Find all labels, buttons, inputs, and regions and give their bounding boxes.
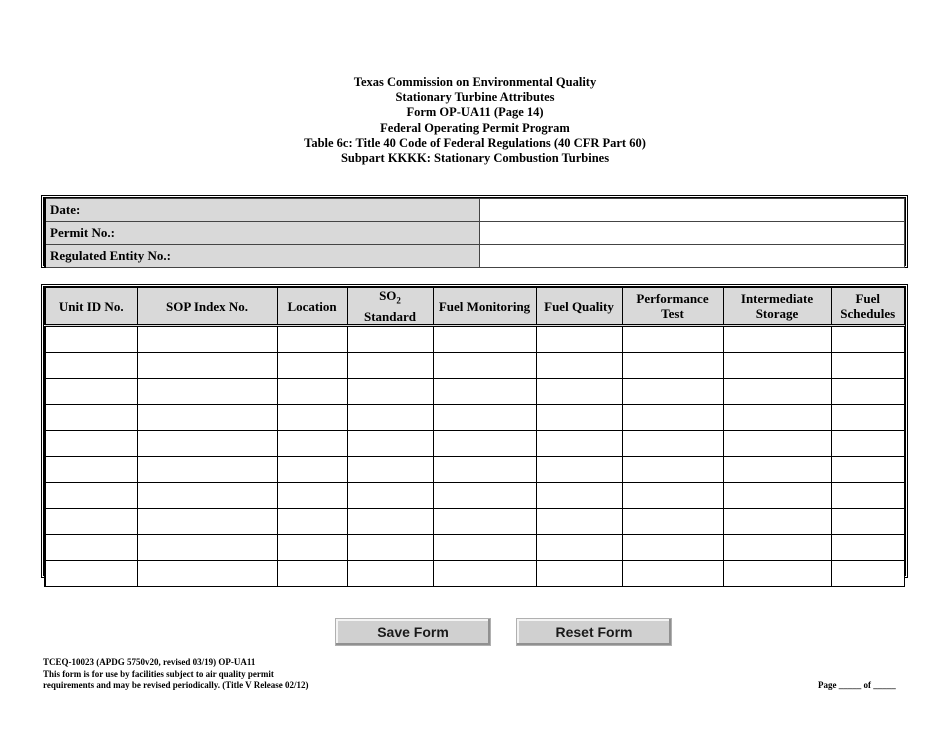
cell-unit-id[interactable] bbox=[45, 379, 137, 405]
cell-performance-test[interactable] bbox=[622, 509, 723, 535]
cell-fuel-schedules[interactable] bbox=[831, 561, 905, 587]
cell-unit-id[interactable] bbox=[45, 326, 137, 353]
cell-intermediate-storage[interactable] bbox=[723, 483, 831, 509]
table-row bbox=[45, 326, 905, 353]
permit-field[interactable] bbox=[480, 222, 905, 245]
cell-fuel-monitoring[interactable] bbox=[433, 457, 536, 483]
entity-field[interactable] bbox=[480, 245, 905, 268]
cell-sop-index[interactable] bbox=[137, 509, 277, 535]
cell-location[interactable] bbox=[277, 561, 347, 587]
cell-fuel-schedules[interactable] bbox=[831, 379, 905, 405]
cell-performance-test[interactable] bbox=[622, 405, 723, 431]
cell-fuel-monitoring[interactable] bbox=[433, 379, 536, 405]
cell-fuel-quality[interactable] bbox=[536, 483, 622, 509]
turbine-table bbox=[41, 284, 908, 578]
cell-fuel-schedules[interactable] bbox=[831, 535, 905, 561]
col-fuel-quality: Fuel Quality bbox=[536, 288, 622, 326]
cell-sop-index[interactable] bbox=[137, 561, 277, 587]
cell-location[interactable] bbox=[277, 509, 347, 535]
cell-unit-id[interactable] bbox=[45, 431, 137, 457]
cell-location[interactable] bbox=[277, 326, 347, 353]
table-body bbox=[45, 326, 905, 587]
cell-intermediate-storage[interactable] bbox=[723, 405, 831, 431]
cell-sop-index[interactable] bbox=[137, 353, 277, 379]
form-usage-note: This form is for use by facilities subject to air quality permit bbox=[43, 668, 274, 679]
cell-intermediate-storage[interactable] bbox=[723, 457, 831, 483]
cell-fuel-schedules[interactable] bbox=[831, 457, 905, 483]
fuelsch-label-1: Fuel bbox=[855, 291, 881, 306]
cell-performance-test[interactable] bbox=[622, 379, 723, 405]
cell-so2-standard[interactable] bbox=[347, 379, 433, 405]
date-label: Date: bbox=[45, 199, 480, 222]
cell-intermediate-storage[interactable] bbox=[723, 535, 831, 561]
col-fuel-schedules bbox=[831, 288, 905, 326]
cell-so2-standard[interactable] bbox=[347, 353, 433, 379]
col-unit-id: Unit ID No. bbox=[45, 288, 137, 326]
cell-so2-standard[interactable] bbox=[347, 405, 433, 431]
cell-location[interactable] bbox=[277, 353, 347, 379]
cell-so2-standard[interactable] bbox=[347, 326, 433, 353]
cell-sop-index[interactable] bbox=[137, 379, 277, 405]
cell-performance-test[interactable] bbox=[622, 483, 723, 509]
date-field[interactable] bbox=[480, 199, 905, 222]
cell-performance-test[interactable] bbox=[622, 457, 723, 483]
cell-fuel-quality[interactable] bbox=[536, 353, 622, 379]
reset-form-button[interactable]: Reset Form bbox=[516, 618, 672, 646]
cell-intermediate-storage[interactable] bbox=[723, 353, 831, 379]
cell-so2-standard[interactable] bbox=[347, 561, 433, 587]
cell-fuel-quality[interactable] bbox=[536, 431, 622, 457]
cell-fuel-quality[interactable] bbox=[536, 326, 622, 353]
cell-unit-id[interactable] bbox=[45, 405, 137, 431]
table-row bbox=[45, 405, 905, 431]
cell-fuel-quality[interactable] bbox=[536, 535, 622, 561]
subpart-title: Subpart KKKK: Stationary Combustion Turbines bbox=[340, 151, 610, 166]
cell-performance-test[interactable] bbox=[622, 353, 723, 379]
cell-intermediate-storage[interactable] bbox=[723, 431, 831, 457]
table-row bbox=[45, 483, 905, 509]
form-revision-note: requirements and may be revised periodically. (Title V Release 02/12) bbox=[43, 680, 309, 690]
cell-unit-id[interactable] bbox=[45, 483, 137, 509]
table-header-row bbox=[45, 288, 905, 326]
perf-label-1: Performance bbox=[636, 291, 709, 306]
cell-location[interactable] bbox=[277, 379, 347, 405]
save-form-button[interactable]: Save Form bbox=[335, 618, 491, 646]
perf-label-2: Test bbox=[661, 306, 684, 321]
table-row bbox=[45, 509, 905, 535]
fuelsch-label-2: Schedules bbox=[840, 306, 896, 321]
col-intermediate-storage bbox=[723, 288, 831, 326]
cell-so2-standard[interactable] bbox=[347, 431, 433, 457]
cell-intermediate-storage[interactable] bbox=[723, 509, 831, 535]
so2-subscript: 2 bbox=[396, 295, 401, 306]
cell-performance-test[interactable] bbox=[622, 326, 723, 353]
cell-intermediate-storage[interactable] bbox=[723, 561, 831, 587]
so2-standard-label: Standard bbox=[363, 308, 417, 324]
cell-performance-test[interactable] bbox=[622, 535, 723, 561]
cell-unit-id[interactable] bbox=[45, 561, 137, 587]
entity-label: Regulated Entity No.: bbox=[45, 245, 480, 268]
col-fuel-monitoring: Fuel Monitoring bbox=[433, 288, 536, 326]
cell-fuel-quality[interactable] bbox=[536, 457, 622, 483]
cell-unit-id[interactable] bbox=[45, 535, 137, 561]
inter-label-2: Storage bbox=[755, 306, 799, 321]
table-row bbox=[45, 379, 905, 405]
cell-unit-id[interactable] bbox=[45, 457, 137, 483]
cell-sop-index[interactable] bbox=[137, 457, 277, 483]
cell-sop-index[interactable] bbox=[137, 535, 277, 561]
form-subject: Stationary Turbine Attributes bbox=[395, 90, 555, 105]
cell-so2-standard[interactable] bbox=[347, 535, 433, 561]
cell-so2-standard[interactable] bbox=[347, 509, 433, 535]
cell-fuel-schedules[interactable] bbox=[831, 405, 905, 431]
inter-label-1: Intermediate bbox=[740, 291, 814, 306]
cell-sop-index[interactable] bbox=[137, 431, 277, 457]
table-row bbox=[45, 353, 905, 379]
cell-intermediate-storage[interactable] bbox=[723, 326, 831, 353]
cell-fuel-quality[interactable] bbox=[536, 379, 622, 405]
cell-fuel-schedules[interactable] bbox=[831, 353, 905, 379]
cell-so2-standard[interactable] bbox=[347, 483, 433, 509]
cell-location[interactable] bbox=[277, 535, 347, 561]
col-performance-test bbox=[622, 288, 723, 326]
cell-fuel-schedules[interactable] bbox=[831, 326, 905, 353]
cell-intermediate-storage[interactable] bbox=[723, 379, 831, 405]
cell-fuel-schedules[interactable] bbox=[831, 431, 905, 457]
cell-fuel-quality[interactable] bbox=[536, 561, 622, 587]
cell-performance-test[interactable] bbox=[622, 431, 723, 457]
cell-performance-test[interactable] bbox=[622, 561, 723, 587]
cell-location[interactable] bbox=[277, 431, 347, 457]
table-row bbox=[45, 535, 905, 561]
cell-location[interactable] bbox=[277, 405, 347, 431]
cell-location[interactable] bbox=[277, 457, 347, 483]
form-id: TCEQ-10023 (APDG 5750v20, revised 03/19) OP-UA11 bbox=[43, 657, 256, 667]
form-number: Form OP-UA11 (Page 14) bbox=[406, 105, 544, 120]
agency-name: Texas Commission on Environmental Quality bbox=[353, 75, 597, 89]
cell-fuel-monitoring[interactable] bbox=[433, 561, 536, 587]
cell-sop-index[interactable] bbox=[137, 405, 277, 431]
cell-fuel-schedules[interactable] bbox=[831, 483, 905, 509]
cell-fuel-monitoring[interactable] bbox=[433, 483, 536, 509]
table-row bbox=[45, 561, 905, 587]
cell-fuel-monitoring[interactable] bbox=[433, 353, 536, 379]
cell-fuel-monitoring[interactable] bbox=[433, 405, 536, 431]
page-number: Page _____ of _____ bbox=[818, 680, 896, 690]
permit-label: Permit No.: bbox=[45, 222, 480, 245]
cell-fuel-monitoring[interactable] bbox=[433, 535, 536, 561]
so2-label: SO bbox=[379, 288, 397, 304]
cell-fuel-monitoring[interactable] bbox=[433, 326, 536, 353]
cell-fuel-monitoring[interactable] bbox=[433, 509, 536, 535]
col-so2-standard bbox=[347, 288, 433, 326]
table-title: Table 6c: Title 40 Code of Federal Regulations (40 CFR Part 60) bbox=[304, 135, 646, 150]
table-row bbox=[45, 457, 905, 483]
col-location: Location bbox=[277, 288, 347, 326]
cell-sop-index[interactable] bbox=[137, 326, 277, 353]
cell-sop-index[interactable] bbox=[137, 483, 277, 509]
form-header bbox=[0, 75, 950, 166]
cell-fuel-schedules[interactable] bbox=[831, 509, 905, 535]
cell-unit-id[interactable] bbox=[45, 353, 137, 379]
form-footer bbox=[43, 657, 309, 692]
table-row bbox=[45, 431, 905, 457]
cell-location[interactable] bbox=[277, 483, 347, 509]
cell-unit-id[interactable] bbox=[45, 509, 137, 535]
cell-fuel-monitoring[interactable] bbox=[433, 431, 536, 457]
program-name: Federal Operating Permit Program bbox=[380, 120, 570, 135]
cell-fuel-quality[interactable] bbox=[536, 509, 622, 535]
cell-so2-standard[interactable] bbox=[347, 457, 433, 483]
info-table bbox=[41, 195, 908, 268]
col-sop-index: SOP Index No. bbox=[137, 288, 277, 326]
cell-fuel-quality[interactable] bbox=[536, 405, 622, 431]
